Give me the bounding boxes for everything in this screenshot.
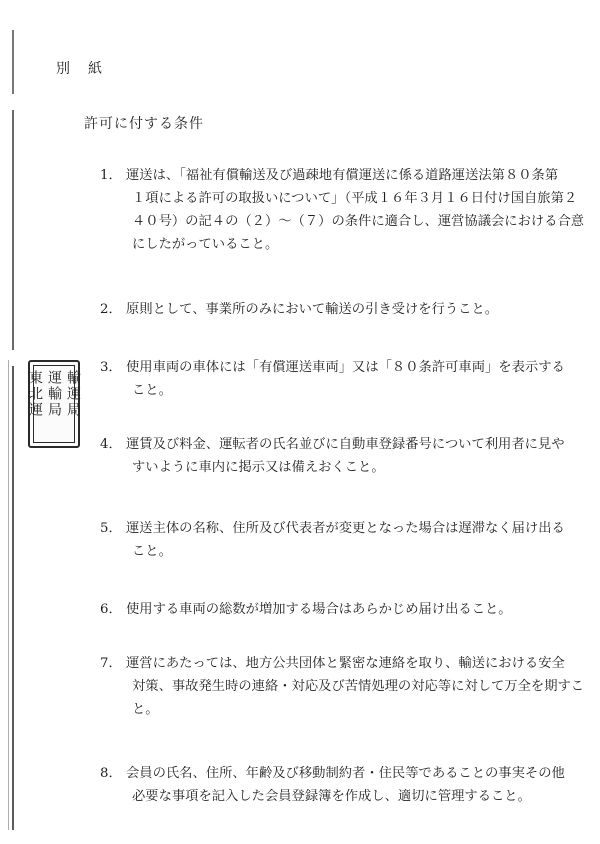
item-number: 7． — [100, 656, 122, 671]
item-text-line: 対策、事故発生時の連絡・対応及び苦情処理の対応等に対して万全を期すこ — [132, 679, 585, 694]
item-text-line: 運営にあたっては、地方公共団体と緊密な連絡を取り、輸送における安全 — [126, 656, 565, 671]
item-text-line: ４０号）の記４の（２）～（７）の条件に適合し、運営協議会における合意 — [132, 214, 585, 229]
item-number: 3． — [100, 360, 122, 375]
condition-item-4 — [100, 433, 582, 479]
condition-item-2 — [100, 298, 582, 321]
item-text-line: 運賃及び料金、運転者の氏名並びに自動車登録番号について利用者に見や — [126, 437, 565, 452]
item-text-line: 運送主体の名称、住所及び代表者が変更となった場合は遅滞なく届け出る — [126, 521, 565, 536]
official-seal-stamp — [28, 360, 80, 448]
condition-item-5 — [100, 517, 582, 563]
condition-item-1 — [100, 164, 585, 256]
seal-text-col-1: 輸運局 — [65, 370, 81, 418]
condition-item-3 — [100, 356, 582, 402]
item-number: 4． — [100, 437, 122, 452]
condition-item-6 — [100, 598, 582, 621]
item-text-line: 必要な事項を記入した会員登録簿を作成し、適切に管理すること。 — [132, 789, 531, 804]
item-text-line: 会員の氏名、住所、年齢及び移動制約者・住民等であることの事実その他 — [126, 766, 565, 781]
item-text-line: こと。 — [132, 383, 172, 398]
item-number: 8． — [100, 766, 122, 781]
item-text-line: 使用車両の車体には「有償運送車両」又は「８０条許可車両」を表示する — [126, 360, 565, 375]
binding-margin-line — [12, 30, 14, 830]
seal-text-col-2: 運輸局 — [46, 370, 62, 418]
item-number: 2． — [100, 302, 122, 317]
item-text-line: こと。 — [132, 544, 172, 559]
item-number: 5． — [100, 521, 122, 536]
item-text-line: １項による許可の取扱いについて」（平成１６年３月１６日付け国自旅第２ — [132, 191, 578, 206]
item-number: 6． — [100, 602, 122, 617]
condition-item-8 — [100, 762, 582, 808]
item-text-line: 運送は、「福祉有償輸送及び過疎地有償運送に係る道路運送法第８０条第 — [126, 168, 559, 183]
condition-item-7 — [100, 652, 585, 721]
item-text-line: 使用する車両の総数が増加する場合はあらかじめ届け出ること。 — [126, 602, 512, 617]
item-text-line: にしたがっていること。 — [132, 237, 279, 252]
binding-margin-line-secondary — [8, 360, 9, 830]
item-text-line: と。 — [132, 702, 159, 717]
item-text-line: 原則として、事業所のみにおいて輸送の引き受けを行うこと。 — [126, 302, 499, 317]
seal-text-col-3: 東北運 — [27, 370, 43, 418]
attachment-label: 別紙 — [56, 61, 120, 77]
item-text-line: すいように車内に掲示又は備えおくこと。 — [132, 460, 385, 475]
document-title: 許可に付する条件 — [84, 116, 204, 132]
item-number: 1． — [100, 168, 122, 183]
